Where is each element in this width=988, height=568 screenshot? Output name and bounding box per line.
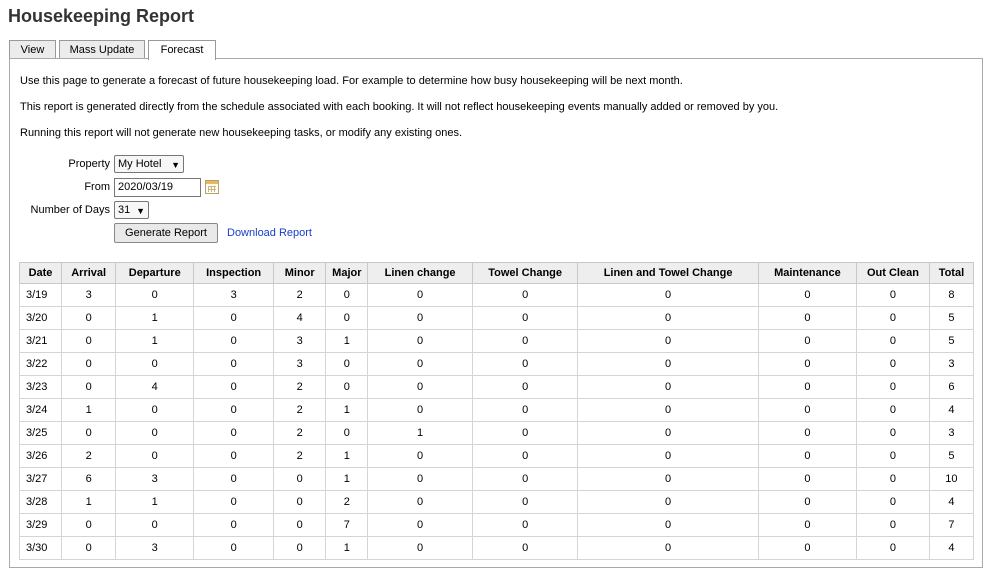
chevron-down-icon: ▼: [136, 206, 145, 216]
cell-major: 1: [326, 468, 368, 491]
cell-arrival: 0: [62, 353, 116, 376]
cell-minor: 2: [274, 445, 326, 468]
from-date-input[interactable]: 2020/03/19: [114, 178, 201, 197]
cell-total: 8: [929, 284, 973, 307]
table-row: [20, 330, 974, 353]
cell-maintenance: 0: [758, 376, 856, 399]
table-body: [20, 284, 974, 560]
cell-inspection: 0: [194, 376, 274, 399]
cell-inspection: 0: [194, 514, 274, 537]
cell-major: 0: [326, 422, 368, 445]
days-select-value: 31: [118, 204, 131, 216]
cell-inspection: 0: [194, 445, 274, 468]
cell-minor: 0: [274, 514, 326, 537]
cell-linen-change: 0: [368, 376, 473, 399]
table-row: [20, 514, 974, 537]
cell-total: 3: [929, 422, 973, 445]
column-header-linen-towel-change: Linen and Towel Change: [578, 263, 758, 284]
cell-linen-change: 0: [368, 330, 473, 353]
column-header-linen-change: Linen change: [368, 263, 473, 284]
cell-date: 3/26: [20, 445, 62, 468]
column-header-minor: Minor: [274, 263, 326, 284]
cell-linen-towel-change: 0: [578, 330, 758, 353]
cell-maintenance: 0: [758, 284, 856, 307]
cell-linen-towel-change: 0: [578, 353, 758, 376]
cell-inspection: 0: [194, 330, 274, 353]
description-line-3: Running this report will not generate new housekeeping tasks, or modify any existing ones.: [20, 127, 463, 139]
cell-maintenance: 0: [758, 514, 856, 537]
cell-out-clean: 0: [857, 491, 930, 514]
cell-departure: 0: [116, 399, 194, 422]
table-row: [20, 422, 974, 445]
generate-report-button[interactable]: Generate Report: [114, 223, 218, 243]
cell-linen-change: 0: [368, 307, 473, 330]
cell-arrival: 3: [62, 284, 116, 307]
chevron-down-icon: ▼: [171, 160, 180, 170]
cell-out-clean: 0: [857, 307, 930, 330]
calendar-icon[interactable]: [205, 180, 219, 194]
cell-date: 3/23: [20, 376, 62, 399]
column-header-total: Total: [929, 263, 973, 284]
tab-mass-update[interactable]: Mass Update: [59, 40, 145, 58]
tab-view[interactable]: View: [9, 40, 56, 58]
cell-linen-change: 0: [368, 491, 473, 514]
cell-linen-towel-change: 0: [578, 537, 758, 560]
cell-departure: 0: [116, 353, 194, 376]
cell-maintenance: 0: [758, 330, 856, 353]
cell-date: 3/27: [20, 468, 62, 491]
cell-minor: 3: [274, 330, 326, 353]
forecast-panel: [9, 58, 983, 568]
cell-arrival: 2: [62, 445, 116, 468]
cell-towel-change: 0: [472, 445, 578, 468]
cell-maintenance: 0: [758, 491, 856, 514]
cell-linen-change: 0: [368, 353, 473, 376]
cell-inspection: 0: [194, 491, 274, 514]
cell-linen-change: 0: [368, 445, 473, 468]
table-row: [20, 284, 974, 307]
cell-major: 0: [326, 353, 368, 376]
cell-major: 0: [326, 376, 368, 399]
cell-total: 4: [929, 399, 973, 422]
cell-minor: 0: [274, 491, 326, 514]
property-select-value: My Hotel: [118, 158, 162, 170]
forecast-table: [19, 262, 974, 560]
cell-inspection: 0: [194, 353, 274, 376]
column-header-departure: Departure: [116, 263, 194, 284]
cell-maintenance: 0: [758, 353, 856, 376]
cell-inspection: 0: [194, 399, 274, 422]
cell-out-clean: 0: [857, 353, 930, 376]
cell-linen-change: 1: [368, 422, 473, 445]
table-row: [20, 445, 974, 468]
cell-out-clean: 0: [857, 537, 930, 560]
cell-minor: 0: [274, 468, 326, 491]
cell-linen-towel-change: 0: [578, 491, 758, 514]
property-label: Property: [68, 158, 110, 170]
cell-major: 0: [326, 284, 368, 307]
column-header-arrival: Arrival: [62, 263, 116, 284]
cell-arrival: 1: [62, 399, 116, 422]
cell-date: 3/30: [20, 537, 62, 560]
cell-total: 5: [929, 307, 973, 330]
cell-linen-towel-change: 0: [578, 514, 758, 537]
cell-towel-change: 0: [472, 422, 578, 445]
table-row: [20, 468, 974, 491]
cell-inspection: 0: [194, 468, 274, 491]
cell-major: 2: [326, 491, 368, 514]
cell-towel-change: 0: [472, 376, 578, 399]
cell-arrival: 6: [62, 468, 116, 491]
cell-minor: 2: [274, 399, 326, 422]
cell-date: 3/21: [20, 330, 62, 353]
cell-total: 10: [929, 468, 973, 491]
cell-towel-change: 0: [472, 491, 578, 514]
cell-departure: 4: [116, 376, 194, 399]
cell-departure: 1: [116, 330, 194, 353]
cell-minor: 2: [274, 284, 326, 307]
cell-departure: 0: [116, 422, 194, 445]
cell-inspection: 0: [194, 307, 274, 330]
cell-departure: 1: [116, 491, 194, 514]
cell-date: 3/24: [20, 399, 62, 422]
cell-maintenance: 0: [758, 537, 856, 560]
cell-out-clean: 0: [857, 422, 930, 445]
cell-linen-change: 0: [368, 537, 473, 560]
description-line-1: Use this page to generate a forecast of future housekeeping load. For example to determine how busy housekeeping will be next month.: [20, 75, 683, 87]
table-row: [20, 491, 974, 514]
cell-linen-change: 0: [368, 514, 473, 537]
property-select[interactable]: [114, 155, 184, 173]
cell-minor: 3: [274, 353, 326, 376]
cell-towel-change: 0: [472, 399, 578, 422]
cell-towel-change: 0: [472, 353, 578, 376]
cell-date: 3/19: [20, 284, 62, 307]
cell-towel-change: 0: [472, 307, 578, 330]
cell-out-clean: 0: [857, 445, 930, 468]
cell-out-clean: 0: [857, 468, 930, 491]
cell-departure: 0: [116, 445, 194, 468]
column-header-major: Major: [326, 263, 368, 284]
cell-towel-change: 0: [472, 537, 578, 560]
cell-out-clean: 0: [857, 284, 930, 307]
cell-linen-change: 0: [368, 284, 473, 307]
cell-departure: 0: [116, 284, 194, 307]
cell-major: 1: [326, 330, 368, 353]
cell-major: 7: [326, 514, 368, 537]
days-label: Number of Days: [30, 204, 110, 216]
cell-out-clean: 0: [857, 376, 930, 399]
cell-towel-change: 0: [472, 468, 578, 491]
column-header-maintenance: Maintenance: [758, 263, 856, 284]
cell-maintenance: 0: [758, 307, 856, 330]
cell-total: 4: [929, 537, 973, 560]
days-select[interactable]: [114, 201, 149, 219]
cell-major: 1: [326, 537, 368, 560]
cell-departure: 1: [116, 307, 194, 330]
cell-arrival: 0: [62, 514, 116, 537]
cell-maintenance: 0: [758, 468, 856, 491]
table-row: [20, 307, 974, 330]
cell-linen-towel-change: 0: [578, 445, 758, 468]
cell-inspection: 0: [194, 422, 274, 445]
cell-minor: 0: [274, 537, 326, 560]
cell-out-clean: 0: [857, 330, 930, 353]
cell-towel-change: 0: [472, 330, 578, 353]
download-report-link[interactable]: Download Report: [227, 227, 312, 239]
cell-departure: 0: [116, 514, 194, 537]
column-header-inspection: Inspection: [194, 263, 274, 284]
cell-departure: 3: [116, 468, 194, 491]
cell-linen-towel-change: 0: [578, 307, 758, 330]
table-row: [20, 353, 974, 376]
description-line-2: This report is generated directly from the schedule associated with each booking. It will not reflect housekeeping events manually added or removed by you.: [20, 101, 779, 113]
cell-maintenance: 0: [758, 422, 856, 445]
cell-linen-towel-change: 0: [578, 422, 758, 445]
cell-major: 1: [326, 399, 368, 422]
cell-out-clean: 0: [857, 399, 930, 422]
cell-major: 0: [326, 307, 368, 330]
cell-date: 3/20: [20, 307, 62, 330]
cell-out-clean: 0: [857, 514, 930, 537]
cell-towel-change: 0: [472, 514, 578, 537]
cell-linen-towel-change: 0: [578, 399, 758, 422]
cell-linen-towel-change: 0: [578, 468, 758, 491]
cell-total: 6: [929, 376, 973, 399]
cell-date: 3/22: [20, 353, 62, 376]
cell-departure: 3: [116, 537, 194, 560]
table-header-row: [20, 263, 974, 284]
cell-total: 5: [929, 330, 973, 353]
column-header-date: Date: [20, 263, 62, 284]
cell-minor: 4: [274, 307, 326, 330]
column-header-out-clean: Out Clean: [857, 263, 930, 284]
cell-arrival: 0: [62, 376, 116, 399]
cell-arrival: 0: [62, 330, 116, 353]
cell-arrival: 0: [62, 307, 116, 330]
cell-linen-change: 0: [368, 399, 473, 422]
tab-forecast[interactable]: Forecast: [148, 40, 216, 60]
cell-total: 4: [929, 491, 973, 514]
cell-date: 3/28: [20, 491, 62, 514]
page-title: Housekeeping Report: [8, 6, 195, 26]
from-label: From: [84, 181, 110, 193]
cell-date: 3/29: [20, 514, 62, 537]
cell-total: 7: [929, 514, 973, 537]
cell-arrival: 1: [62, 491, 116, 514]
cell-inspection: 3: [194, 284, 274, 307]
cell-major: 1: [326, 445, 368, 468]
cell-linen-towel-change: 0: [578, 376, 758, 399]
cell-maintenance: 0: [758, 399, 856, 422]
cell-arrival: 0: [62, 422, 116, 445]
cell-minor: 2: [274, 376, 326, 399]
cell-total: 5: [929, 445, 973, 468]
cell-maintenance: 0: [758, 445, 856, 468]
cell-inspection: 0: [194, 537, 274, 560]
cell-linen-towel-change: 0: [578, 284, 758, 307]
table-row: [20, 537, 974, 560]
cell-towel-change: 0: [472, 284, 578, 307]
cell-linen-change: 0: [368, 468, 473, 491]
cell-date: 3/25: [20, 422, 62, 445]
column-header-towel-change: Towel Change: [472, 263, 578, 284]
cell-minor: 2: [274, 422, 326, 445]
cell-total: 3: [929, 353, 973, 376]
table-row: [20, 399, 974, 422]
table-row: [20, 376, 974, 399]
cell-arrival: 0: [62, 537, 116, 560]
